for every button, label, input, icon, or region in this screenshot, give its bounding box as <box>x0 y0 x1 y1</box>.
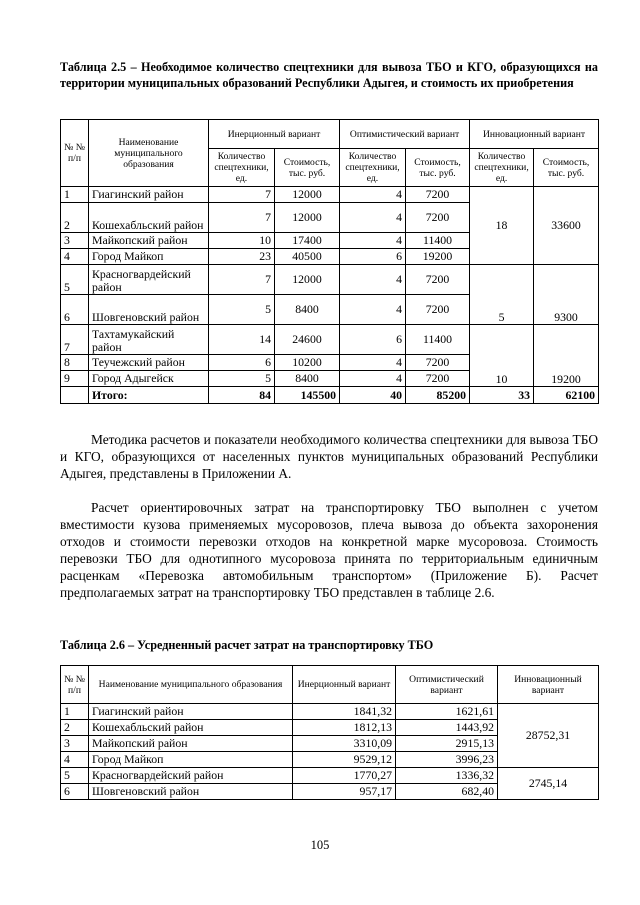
row-name: Город Майкоп <box>89 752 293 768</box>
total-opt-cost: 85200 <box>406 387 470 404</box>
paragraph-cost-calculation-text: Расчет ориентировочных затрат на транспортировку ТБО выполнен с учетом вместимости кузова применяемых мусоровозов, плеча вывоза до объекта захоронения отходов и стоимости перевозки отходов на конкретной марке мусоровоза. Стоимость перевозки ТБО для однотипного мусоровоза принята по территориальным единичным расценкам «Перевозка автомобильным транспортом» (Приложение Б). Расчет предполагаемых затрат на транспортировку ТБО представлен в таблице 2.6. <box>60 500 598 600</box>
header-innovative: Инновационный вариант <box>498 666 599 704</box>
total-row <box>61 387 599 404</box>
opt-qty: 6 <box>340 249 406 265</box>
opt-qty: 4 <box>340 265 406 295</box>
opt-qty: 4 <box>340 371 406 387</box>
row-name: Кошехабльский район <box>89 720 293 736</box>
opt-cost: 19200 <box>406 249 470 265</box>
table-2-5-caption: Таблица 2.5 – Необходимое количество спецтехники для вывоза ТБО и КГО, образующихся на территории муниципальных образований Республики Адыгея, и стоимость их приобретения <box>60 60 598 90</box>
row-name: Гиагинский район <box>89 704 293 720</box>
total-innov-qty: 33 <box>470 387 534 404</box>
inert-cost: 24600 <box>275 325 340 355</box>
header-inertial: Инерционный вариант <box>293 666 396 704</box>
row-name: Майкопский район <box>89 736 293 752</box>
opt-cost: 7200 <box>406 295 470 325</box>
row-name: Теучежский район <box>89 355 209 371</box>
inert-qty: 5 <box>209 371 275 387</box>
header-num: № № п/п <box>61 120 89 187</box>
inert-cost: 12000 <box>275 187 340 203</box>
opt-cost: 11400 <box>406 325 470 355</box>
inert-qty: 7 <box>209 203 275 233</box>
inert-cost: 12000 <box>275 265 340 295</box>
row-num: 1 <box>61 187 89 203</box>
page-number: 105 <box>310 838 330 852</box>
innov-cost: 9300 <box>534 265 599 325</box>
inert-qty: 6 <box>209 355 275 371</box>
opt-cost: 7200 <box>406 203 470 233</box>
inert-cost: 8400 <box>275 295 340 325</box>
header-cost: Стоимость, тыс. руб. <box>406 149 470 187</box>
row-num: 8 <box>61 355 89 371</box>
opt-value: 682,40 <box>396 784 498 800</box>
opt-cost: 7200 <box>406 371 470 387</box>
table-row <box>61 265 599 295</box>
total-inert-cost: 145500 <box>275 387 340 404</box>
innov-qty: 10 <box>470 325 534 387</box>
header-name: Наименование муниципального образования <box>89 666 293 704</box>
inert-value: 1812,13 <box>293 720 396 736</box>
row-name: Тахтамукайский район <box>89 325 209 355</box>
inert-cost: 17400 <box>275 233 340 249</box>
paragraph-cost-calculation <box>60 499 598 601</box>
total-opt-qty: 40 <box>340 387 406 404</box>
row-num: 6 <box>61 784 89 800</box>
inert-cost: 12000 <box>275 203 340 233</box>
row-num: 7 <box>61 325 89 355</box>
opt-value: 1621,61 <box>396 704 498 720</box>
opt-value: 3996,23 <box>396 752 498 768</box>
paragraph-methodology-text: Методика расчетов и показатели необходимого количества спецтехники для вывоза ТБО и КГО, образующихся от населенных пунктов муниципальных образований Республики Адыгея, представлены в Приложении А. <box>60 432 598 481</box>
inert-qty: 14 <box>209 325 275 355</box>
total-inert-qty: 84 <box>209 387 275 404</box>
inert-value: 1841,32 <box>293 704 396 720</box>
inert-qty: 5 <box>209 295 275 325</box>
row-name: Шовгеновский район <box>89 784 293 800</box>
opt-qty: 4 <box>340 355 406 371</box>
header-optimistic: Оптимистический вариант <box>396 666 498 704</box>
innov-qty: 18 <box>470 187 534 265</box>
innov-cost: 33600 <box>534 187 599 265</box>
table-2-6 <box>60 665 599 800</box>
header-cost: Стоимость, тыс. руб. <box>534 149 599 187</box>
row-num: 5 <box>61 768 89 784</box>
inert-value: 957,17 <box>293 784 396 800</box>
row-num: 9 <box>61 371 89 387</box>
innov-value: 28752,31 <box>498 704 599 768</box>
row-name: Гиагинский район <box>89 187 209 203</box>
row-name: Красногвардейский район <box>89 265 209 295</box>
header-innovative: Инновационный вариант <box>470 120 599 149</box>
inert-qty: 10 <box>209 233 275 249</box>
opt-value: 2915,13 <box>396 736 498 752</box>
inert-cost: 10200 <box>275 355 340 371</box>
table-row <box>61 325 599 355</box>
inert-cost: 8400 <box>275 371 340 387</box>
inert-cost: 40500 <box>275 249 340 265</box>
innov-qty: 5 <box>470 265 534 325</box>
opt-value: 1443,92 <box>396 720 498 736</box>
table-row <box>61 704 599 720</box>
innov-value: 2745,14 <box>498 768 599 800</box>
opt-value: 1336,32 <box>396 768 498 784</box>
row-name: Майкопский район <box>89 233 209 249</box>
row-num: 4 <box>61 752 89 768</box>
paragraph-methodology <box>60 431 598 482</box>
row-num: 2 <box>61 203 89 233</box>
opt-qty: 4 <box>340 203 406 233</box>
header-num: № № п/п <box>61 666 89 704</box>
row-name: Город Майкоп <box>89 249 209 265</box>
opt-qty: 4 <box>340 295 406 325</box>
total-num-empty <box>61 387 89 404</box>
header-qty: Количество спецтехники, ед. <box>340 149 406 187</box>
opt-cost: 7200 <box>406 355 470 371</box>
table-row <box>61 768 599 784</box>
header-optimistic: Оптимистический вариант <box>340 120 470 149</box>
total-innov-cost: 62100 <box>534 387 599 404</box>
opt-cost: 7200 <box>406 265 470 295</box>
total-label: Итого: <box>89 387 209 404</box>
header-name: Наименование муниципального образования <box>89 120 209 187</box>
row-num: 2 <box>61 720 89 736</box>
row-name: Кошехабльский район <box>89 203 209 233</box>
row-name: Город Адыгейск <box>89 371 209 387</box>
row-num: 3 <box>61 736 89 752</box>
inert-value: 1770,27 <box>293 768 396 784</box>
header-cost: Стоимость, тыс. руб. <box>275 149 340 187</box>
table-2-6-caption: Таблица 2.6 – Усредненный расчет затрат на транспортировку ТБО <box>60 638 434 652</box>
inert-value: 3310,09 <box>293 736 396 752</box>
inert-qty: 23 <box>209 249 275 265</box>
row-num: 1 <box>61 704 89 720</box>
inert-qty: 7 <box>209 187 275 203</box>
table-row <box>61 187 599 203</box>
opt-cost: 11400 <box>406 233 470 249</box>
inert-value: 9529,12 <box>293 752 396 768</box>
header-inertial: Инерционный вариант <box>209 120 340 149</box>
row-num: 3 <box>61 233 89 249</box>
opt-qty: 4 <box>340 233 406 249</box>
inert-qty: 7 <box>209 265 275 295</box>
header-qty: Количество спецтехники, ед. <box>470 149 534 187</box>
row-name: Шовгеновский район <box>89 295 209 325</box>
opt-qty: 6 <box>340 325 406 355</box>
table-2-5 <box>60 119 599 404</box>
row-num: 4 <box>61 249 89 265</box>
header-qty: Количество спецтехники, ед. <box>209 149 275 187</box>
row-num: 5 <box>61 265 89 295</box>
opt-qty: 4 <box>340 187 406 203</box>
row-name: Красногвардейский район <box>89 768 293 784</box>
innov-cost: 19200 <box>534 325 599 387</box>
row-num: 6 <box>61 295 89 325</box>
opt-cost: 7200 <box>406 187 470 203</box>
